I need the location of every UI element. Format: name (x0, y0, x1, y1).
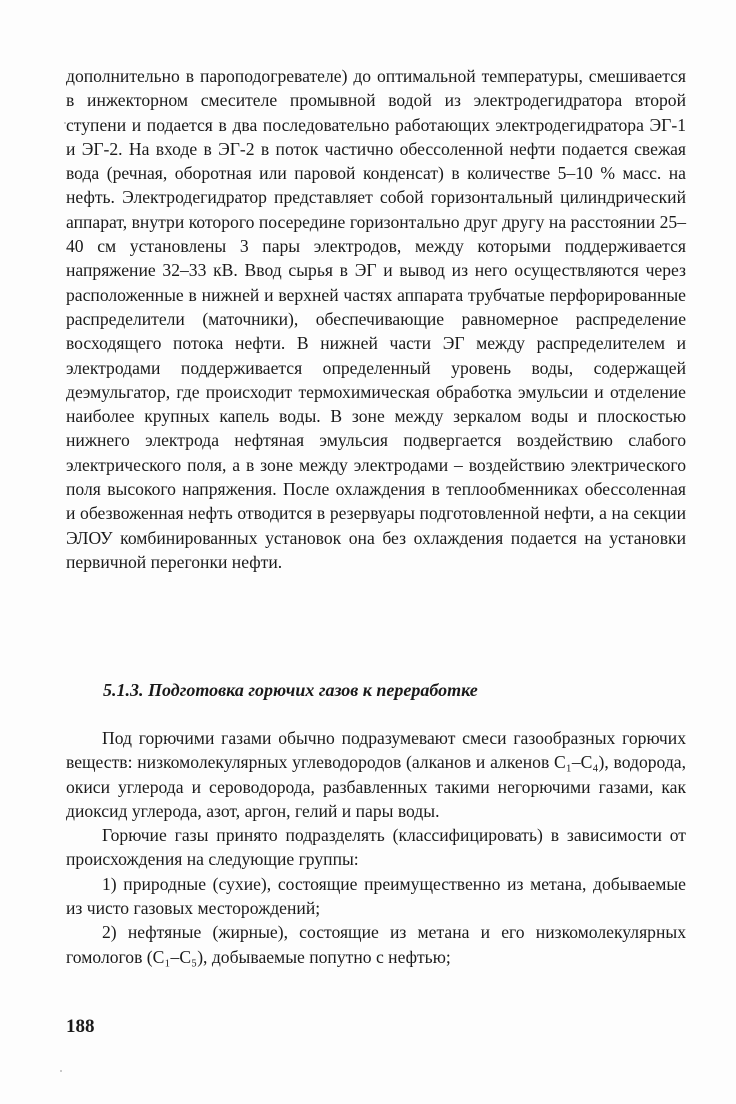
list-item-1: 1) природные (сухие), состоящие преимущественно из метана, добываемые из чисто газовых месторождений; (66, 873, 686, 919)
continued-paragraph: дополнительно в пароподогревателе) до оптимальной температуры, смешивается в инжекторном смесителе промывной водой из электродегидратора второй ступени и подается в два последовательно работающих электродегидратора ЭГ-1 и ЭГ-2. На входе в ЭГ-2 в поток частично обессоленной нефти подается свежая вода (речная, оборотная или паровой конденсат) в количестве 5–10 % масс. на нефть. Электродегидратор представляет собой горизонтальный цилиндрический аппарат, внутри которого посередине горизонтально друг другу на расстоянии 25–40 см установлены 3 пары электродов, между которыми поддерживается напряжение 32–33 кВ. Ввод сырья в ЭГ и вывод из него осуществляются через расположенные в нижней и верхней частях аппарата трубчатые перфорированные распределители (маточники), обеспечивающие равномерное распределение восходящего потока нефти. В нижней части ЭГ между распределителем и электродами поддерживается определенный уровень воды, содержащей деэмульгатор, где происходит термохимическая обработка эмульсии и отделение наиболее крупных капель воды. В зоне между зеркалом воды и плоскостью нижнего электрода нефтяная эмульсия подвергается воздействию слабого электрического поля, а в зоне между электродами – воздействию электрического поля высокого напряжения. После охлаждения в теплообменниках обессоленная и обезвоженная нефть отводится в резервуары подготовленной нефти, а на секции ЭЛОУ комбинированных установок она без охлаждения подается на установки первичной перегонки нефти. (66, 66, 686, 572)
scan-speck (60, 1070, 62, 1072)
list-item-2: 2) нефтяные (жирные), состоящие из метана и его низкомолекулярных гомологов (С₁–С₅), добываемые попутно с нефтью; (66, 922, 686, 967)
page-number: 188 (66, 1016, 95, 1037)
continued-paragraph-block (66, 64, 686, 574)
section-heading: 5.1.3. Подготовка горючих газов к переработке (103, 680, 478, 700)
scan-speck (64, 122, 66, 124)
section-paragraph-2: Горючие газы принято подразделять (классифицировать) в зависимости от происхождения на следующие группы: (66, 825, 686, 870)
section-body (66, 726, 686, 969)
section-paragraph-1: Под горючими газами обычно подразумевают смеси газообразных горючих веществ: низкомолекулярных углеводородов (алканов и алкенов С₁–С₄), водорода, окиси углерода и сероводорода, разбавленных такими негорючими газами, как диоксид углерода, азот, аргон, гелий и пары воды. (66, 728, 686, 821)
